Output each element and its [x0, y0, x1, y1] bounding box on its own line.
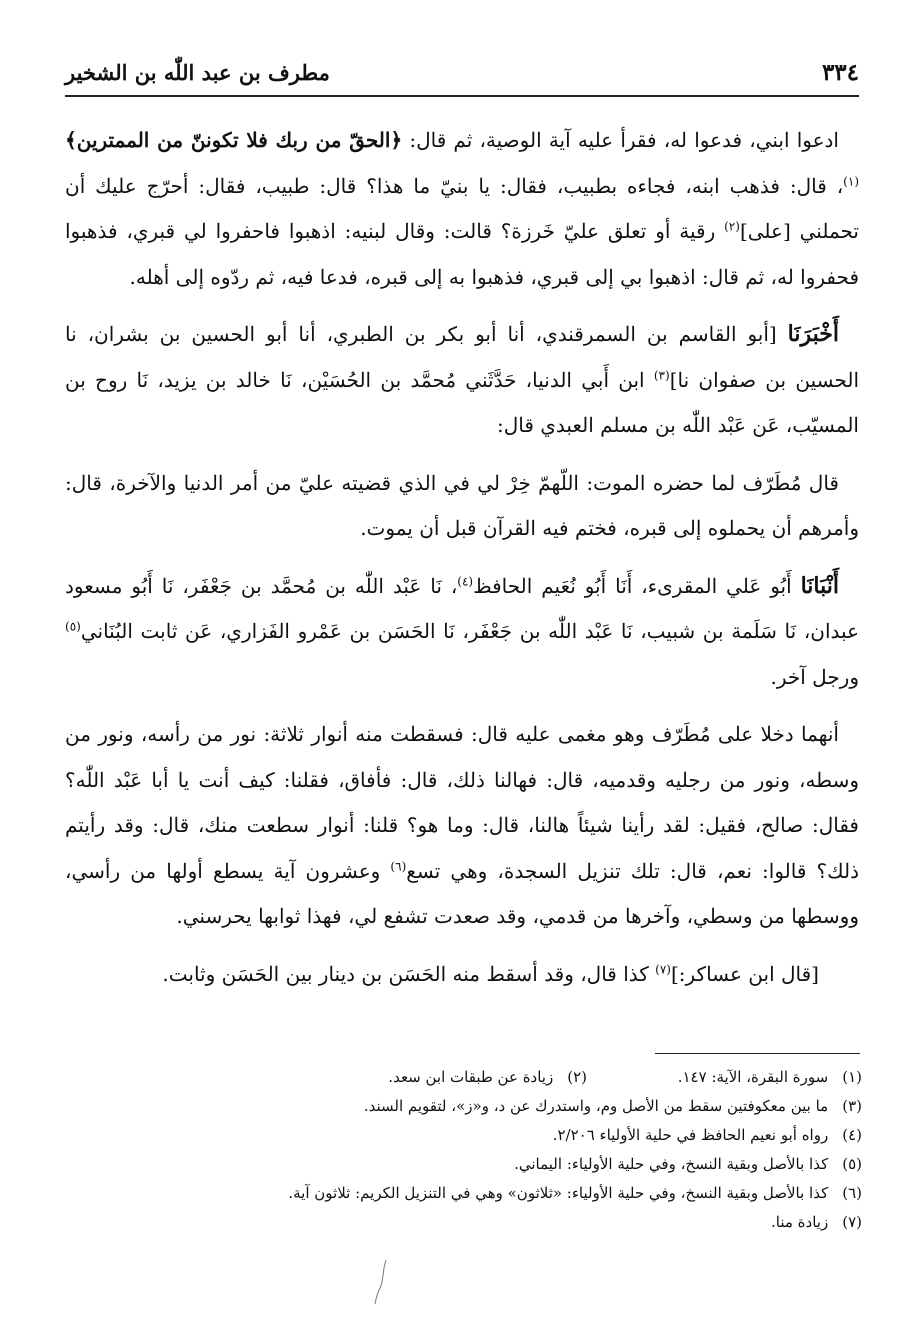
text-span: ، قال: فذهب ابنه، فجاءه بطبيب، فقال: يا بنيّ ما هذا؟ قال: طبيب، فقال: أحرّج عليك أن تحملني [على] [65, 173, 859, 243]
footnote-text: كذا بالأصل وبقية النسخ، وفي حلية الأولياء: اليماني. [514, 1155, 829, 1173]
text-span: [قال ابن عساكر:] [670, 961, 819, 986]
footnote-text: زيادة منا. [771, 1213, 829, 1231]
footnote-row [162, 1121, 862, 1150]
running-title: مطرف بن عبد اللّٰه بن الشخير [65, 59, 330, 85]
footnote-2 [388, 1063, 587, 1092]
text-span: ادعوا ابني، فدعوا له، فقرأ عليه آية الوصية، ثم قال: [402, 128, 839, 152]
footnotes [162, 1063, 862, 1237]
isnad-lead-word: أَنْبَانَا [800, 572, 839, 599]
footnote-text: ما بين معكوفتين سقط من الأصل وم، واستدرك عن د، و«ز»، لتقويم السند. [363, 1097, 829, 1115]
paragraph-3: قال مُطَرّف لما حضره الموت: اللّهمّ خِرْ لي في الذي قضيته عليّ من أمر الدنيا والآخرة، قال: وأمرهم أن يحملوه إلى قبره، فختم فيه القرآن قبل أن يموت. [65, 470, 859, 540]
scan-mark [372, 1258, 392, 1306]
footnote-6 [288, 1179, 862, 1208]
footnote-number: (٧) [842, 1213, 862, 1231]
header-rule [65, 95, 859, 97]
footnote-3 [364, 1092, 862, 1121]
text-span: ، نَا عَبْد اللّٰه بن مُحمَّد بن جَعْفَر، نَا أَبُو مسعود عبدان، نَا سَلَمة بن شبيب، نَا عَبْد اللّٰه بن جَعْفَر، نَا الحَسَن بن عَمْرو الفَزاري، عَن ثابت البُنَاني [65, 573, 859, 643]
footnote-ref-2: (٢) [724, 219, 740, 234]
text-span: ورجل آخر. [770, 664, 859, 689]
footnote-5 [514, 1150, 862, 1179]
footnote-row [162, 1179, 862, 1208]
paragraph-6 [65, 952, 859, 998]
footnote-row [162, 1063, 862, 1092]
footnote-number: (٤) [842, 1126, 862, 1144]
page-header [65, 52, 859, 92]
text-span: كذا قال، وقد أسقط منه الحَسَن بن دينار بين الحَسَن وثابت. [162, 961, 656, 986]
text-span: ابن أَبي الدنيا، حَدَّثَني مُحمَّد بن الحُسَيْن، نَا خالد بن يزيد، نَا روح بن المسيّب، عَن عَبْد اللّٰه بن مسلم العبدي قال: [65, 367, 859, 437]
footnote-ref-5: (٥) [65, 619, 81, 634]
footnote-ref-4: (٤) [457, 573, 474, 588]
footnote-7 [771, 1208, 862, 1237]
footnote-number: (٥) [842, 1155, 862, 1173]
footnote-text: سورة البقرة، الآية: ١٤٧. [677, 1068, 829, 1086]
footnote-ref-6: (٦) [390, 858, 407, 873]
footnote-4 [553, 1121, 862, 1150]
footnote-number: (١) [842, 1068, 862, 1086]
footnote-ref-7: (٧) [655, 961, 671, 976]
footnote-number: (٦) [842, 1184, 862, 1202]
footnote-row [162, 1208, 862, 1237]
page-number: ٣٣٤ [821, 58, 859, 86]
footnote-ref-3: (٣) [653, 367, 670, 382]
footnote-text: رواه أبو نعيم الحافظ في حلية الأولياء ٢/٢٠٦. [552, 1126, 829, 1144]
text-span: وعشرون آية يسطع أولها من رأسي، ووسطها من وسطي، وآخرها من قدمي، وقد صعدت تشفع لي، فهذا ثوابها يحرسني. [65, 858, 859, 928]
footnote-text: زيادة عن طبقات ابن سعد. [388, 1068, 554, 1086]
footnote-number: (٣) [842, 1097, 862, 1115]
text-span: أنهما دخلا على مُطَرّف وهو مغمى عليه قال: فسقطت منه أنوار ثلاثة: نور من رأسه، ونور من وسطه، ونور من رجليه وقدميه، قال: فهالنا ذلك، قال: فأفاق، فقلنا: كيف أنت يا أبا عَبْد اللّٰه؟ فقال: صالح، فقيل: لقد رأينا شيئاً هالنا، قال: وما هو؟ قلنا: أنوار سطعت منك، قال: وقد رأيتم ذلك؟ قالوا: نعم، قال: تلك تنزيل السجدة، وهي تسع [65, 722, 860, 883]
main-text [65, 118, 859, 997]
isnad-lead-word: أَخْبَرَنَا [787, 321, 839, 347]
quran-verse: ﴿الحقّ من ربك فلا تكوننّ من الممترين﴾ [65, 128, 403, 152]
paragraph-2 [65, 312, 859, 449]
paragraph-1 [65, 118, 859, 300]
text-span: أَبُو عَلي المقرىء، أَنَا أَبُو نُعَيم الحافظ [473, 573, 801, 598]
text-span: [أبو القاسم بن السمرقندي، أنا أبو بكر بن الطبري، أنا أبو الحسين بن بشران، نا الحسين بن صفوان نا] [65, 322, 860, 392]
footnote-number: (٢) [567, 1068, 587, 1086]
paragraph-4 [65, 564, 859, 701]
footnote-1 [587, 1063, 862, 1092]
footnote-ref-1: (١) [843, 173, 859, 188]
paragraph-5 [65, 712, 859, 940]
footnote-text: كذا بالأصل وبقية النسخ، وفي حلية الأولياء: «ثلاثون» وهي في التنزيل الكريم: ثلاثون آية. [288, 1184, 829, 1202]
text-span: رقية أو تعلق عليّ خَرزة؟ قالت: وقال لبنيه: اذهبوا فاحفروا لي قبري، فذهبوا فحفروا له، ثم قال: اذهبوا بي إلى قبري، فذهبوا به إلى قبره، فدعا فيه، ثم ردّوه إلى أهله. [65, 219, 859, 289]
footnote-row [162, 1150, 862, 1179]
footnote-row [162, 1092, 862, 1121]
footnote-separator [655, 1053, 860, 1054]
